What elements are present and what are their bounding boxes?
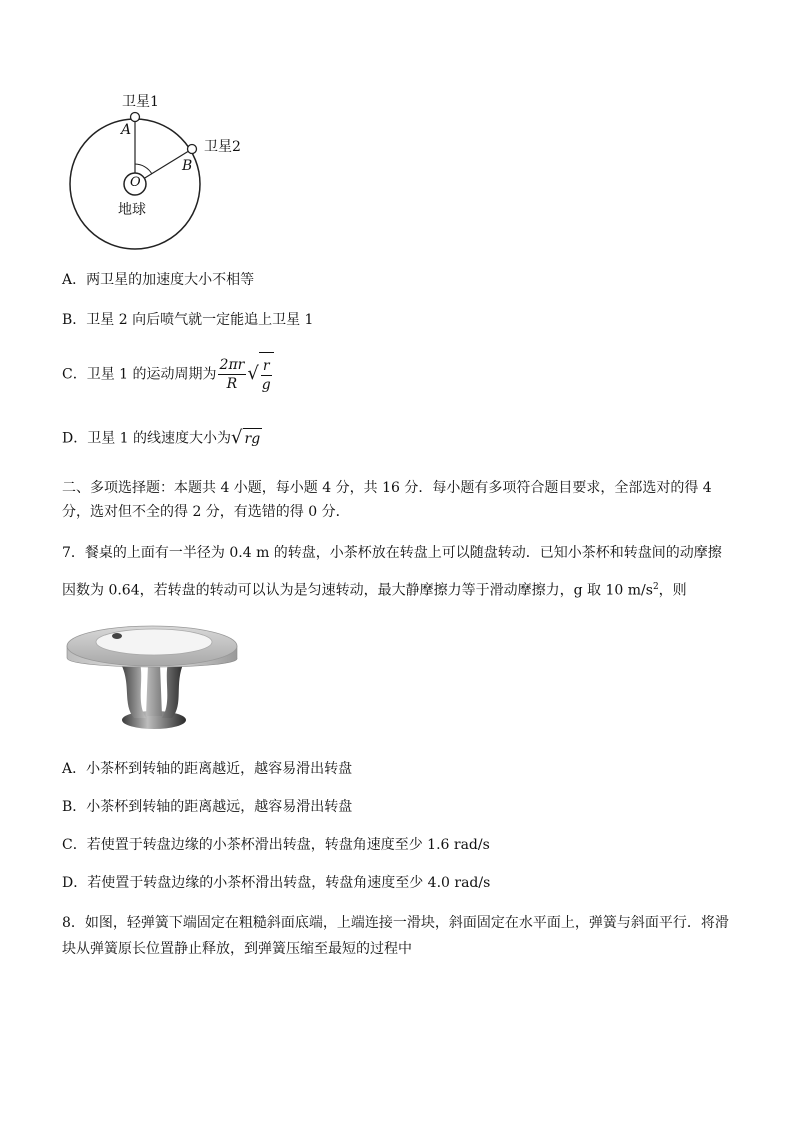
q7-stem-tail: ，则 [658,582,687,599]
q6-option-d-text: D．卫星 1 的线速度大小为 [62,430,232,447]
q7-option-c: C．若使置于转盘边缘的小茶杯滑出转盘，转盘角速度至少 1.6 rad/s [62,837,490,853]
satellite-2-dot [188,145,197,154]
satellite-2-label: 卫星2 [204,139,241,155]
q7-option-d: D．若使置于转盘边缘的小茶杯滑出转盘，转盘角速度至少 4.0 rad/s [62,875,491,891]
section-2-instructions: 二、多项选择题：本题共 4 小题，每小题 4 分，共 16 分．每小题有多项符合题目要求，全部选对的得 4 分，选对但不全的得 2 分，有选错的得 0 分． [62,480,712,520]
q7-stem-text: 7．餐桌的上面有一半径为 0.4 m 的转盘，小茶杯放在转盘上可以随盘转动．已知小茶杯和转盘间的动摩擦因数为 0.64，若转盘的转动可以认为是匀速转动，最大静摩擦力等于滑动摩擦力，g 取 [62,545,722,599]
center-o-label: O [130,175,141,190]
sqrt-denominator: g [261,376,271,393]
q6-option-d [62,428,262,449]
satellite-1-dot [131,113,140,122]
q6-option-b: B．卫星 2 向后喷气就一定能追上卫星 1 [62,312,314,328]
q6-option-a: A．两卫星的加速度大小不相等 [62,272,255,288]
tea-cup [112,633,122,639]
q7-option-b: B．小茶杯到转轴的距离越远，越容易滑出转盘 [62,799,353,815]
table-legs [120,662,184,718]
velocity-sqrt-body: rg [243,428,263,449]
turntable-figure [62,614,242,736]
q6-option-c [62,352,274,397]
angle-arc [135,164,152,174]
earth-label: 地球 [118,202,146,218]
q6-option-c-text: C．卫星 1 的运动周期为 [62,366,217,383]
point-b-label: B [182,158,193,174]
satellite-orbit-figure [60,84,260,254]
q7-stem [62,536,734,608]
velocity-sqrt: √ rg [231,427,261,448]
satellite-1-label: 卫星1 [122,94,159,110]
turntable-disc [96,629,212,655]
period-sqrt: √ $\frac{r}{g}$ [247,352,273,397]
point-a-label: A [121,122,132,138]
period-fraction [218,356,247,393]
q7-option-a: A．小茶杯到转轴的距离越近，越容易滑出转盘 [62,761,353,777]
period-numerator: 2πr [219,357,245,373]
q8-stem: 8．如图，轻弹簧下端固定在粗糙斜面底端，上端连接一滑块，斜面固定在水平面上，弹簧与斜面平行．将滑块从弹簧原长位置静止释放，到弹簧压缩至最短的过程中 [62,915,729,957]
period-denominator: R [226,376,238,392]
sqrt-numerator: r [262,357,270,374]
q7-g-exponent: 2 [652,582,659,592]
q7-g-value: 10 m/s [605,582,653,599]
